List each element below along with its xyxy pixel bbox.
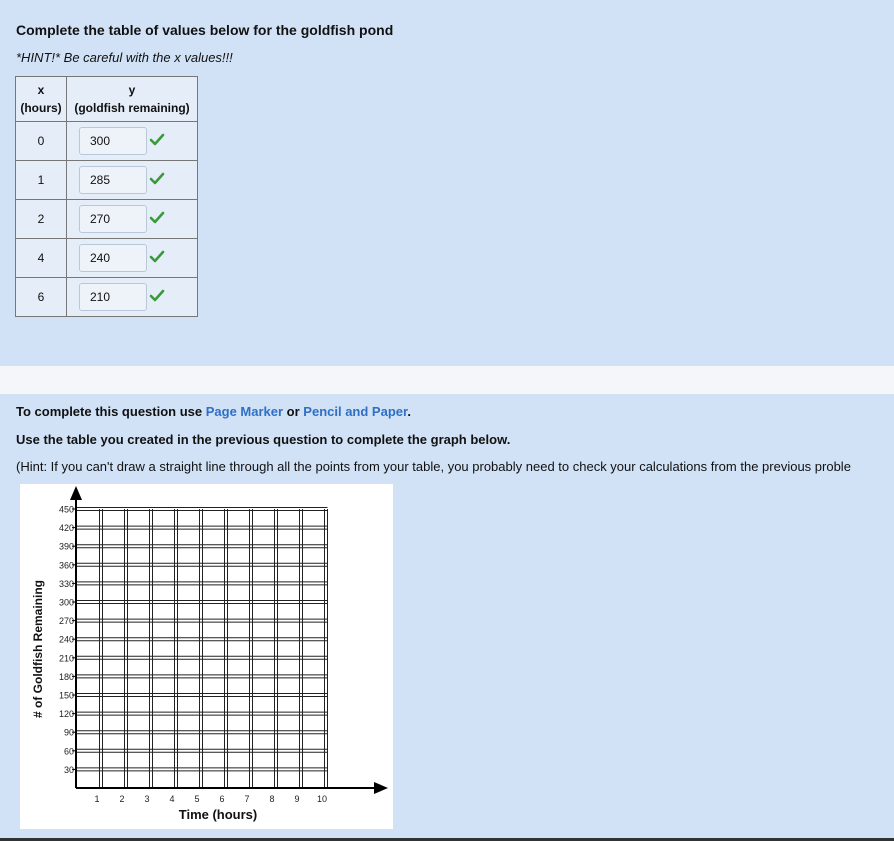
x-value-cell: 2: [16, 200, 67, 239]
y-tick-label: 30: [63, 764, 74, 775]
y-header-sublabel: (goldfish remaining): [74, 101, 190, 115]
y-header-label: y: [128, 83, 136, 97]
values-table: [15, 76, 198, 317]
x-tick-label: 10: [316, 794, 328, 804]
table-row: [16, 161, 198, 200]
question-2-panel: [0, 394, 894, 841]
graph-area[interactable]: [20, 484, 393, 829]
y-axis-label: # of Goldfish Remaining: [31, 579, 45, 719]
x-header-sublabel: (hours): [20, 101, 62, 115]
y-value-cell: [67, 278, 198, 317]
x-tick-label: 3: [144, 794, 150, 804]
instruction-or: or: [283, 404, 304, 419]
page-marker-link[interactable]: Page Marker: [205, 404, 284, 419]
table-row: [16, 278, 198, 317]
x-value-cell: 4: [16, 239, 67, 278]
y-tick-label: 450: [58, 504, 74, 515]
x-tick-label: 9: [294, 794, 300, 804]
y-tick-label: 300: [58, 597, 74, 608]
check-icon: [149, 250, 165, 267]
y-value-input[interactable]: 285: [79, 166, 147, 194]
question-1-hint: *HINT!* Be careful with the x values!!!: [16, 50, 233, 65]
question-1-panel: [0, 0, 894, 366]
panel-separator: [0, 366, 894, 394]
y-tick-label: 90: [63, 727, 74, 738]
x-value-cell: 1: [16, 161, 67, 200]
y-value-input[interactable]: 270: [79, 205, 147, 233]
table-row: [16, 200, 198, 239]
y-tick-label: 210: [58, 653, 74, 664]
y-value-input[interactable]: 240: [79, 244, 147, 272]
check-icon: [149, 133, 165, 150]
question-2-prompt: Use the table you created in the previous question to complete the graph below.: [16, 432, 511, 447]
table-row: [16, 122, 198, 161]
x-tick-label: 8: [269, 794, 275, 804]
y-tick-label: 150: [58, 690, 74, 701]
instruction-suffix: .: [407, 404, 411, 419]
y-value-cell: [67, 122, 198, 161]
y-tick-label: 180: [58, 671, 74, 682]
y-tick-label: 270: [58, 616, 74, 627]
pencil-and-paper-link[interactable]: Pencil and Paper: [303, 404, 408, 419]
y-tick-label: 420: [58, 523, 74, 534]
y-tick-label: 60: [63, 746, 74, 757]
y-value-cell: [67, 161, 198, 200]
y-value-cell: [67, 200, 198, 239]
x-tick-label: 6: [219, 794, 225, 804]
x-axis-label: Time (hours): [178, 807, 258, 822]
question-1-title: Complete the table of values below for the goldfish pond: [16, 22, 394, 38]
y-tick-label: 360: [58, 560, 74, 571]
y-tick-label: 390: [58, 541, 74, 552]
y-value-input[interactable]: 210: [79, 283, 147, 311]
y-axis-arrow: [70, 486, 82, 500]
question-2-instructions: [16, 404, 411, 419]
y-tick-label: 330: [58, 578, 74, 589]
check-icon: [149, 289, 165, 306]
y-column-header: [67, 77, 198, 122]
x-tick-label: 2: [119, 794, 125, 804]
instruction-prefix: To complete this question use: [16, 404, 206, 419]
x-value-cell: 0: [16, 122, 67, 161]
check-icon: [149, 211, 165, 228]
question-2-hint: (Hint: If you can't draw a straight line through all the points from your table, you probably need to check your calculations from the previous proble: [16, 459, 851, 474]
y-tick-label: 120: [58, 709, 74, 720]
y-value-input[interactable]: 300: [79, 127, 147, 155]
x-axis-arrow: [374, 782, 388, 794]
table-row: [16, 239, 198, 278]
x-tick-label: 7: [244, 794, 250, 804]
y-value-cell: [67, 239, 198, 278]
goldfish-graph[interactable]: [20, 484, 393, 829]
check-icon: [149, 172, 165, 189]
x-value-cell: 6: [16, 278, 67, 317]
x-column-header: [16, 77, 67, 122]
x-header-label: x: [37, 83, 45, 97]
x-tick-label: 1: [94, 794, 100, 804]
x-tick-label: 4: [169, 794, 175, 804]
x-tick-label: 5: [194, 794, 200, 804]
y-tick-label: 240: [58, 634, 74, 645]
